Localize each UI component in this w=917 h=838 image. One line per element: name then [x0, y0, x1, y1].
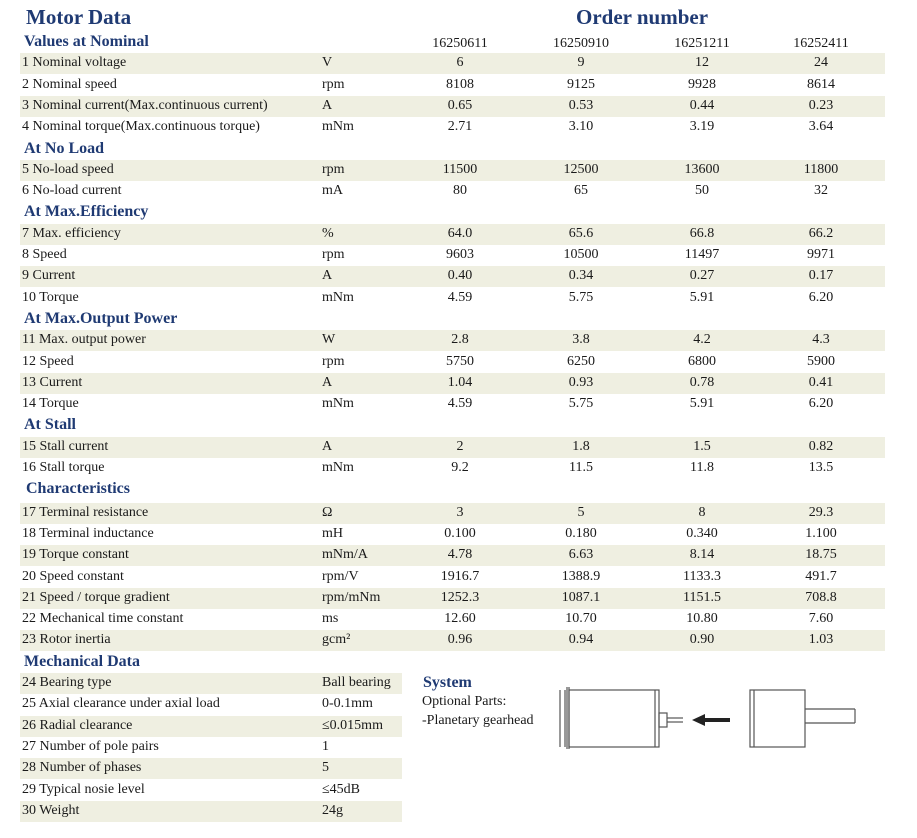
row-value-1: 1916.7: [440, 568, 480, 584]
row-value-3: 5.91: [689, 289, 715, 305]
row-value-2: 1087.1: [561, 589, 601, 605]
row-unit: mNm: [322, 396, 354, 412]
row-value-3: 1.5: [693, 438, 711, 454]
row-value-3: 0.90: [689, 632, 715, 648]
row-value-2: 1.8: [572, 438, 590, 454]
row-value-1: 0.96: [447, 632, 473, 648]
row-value-4: 11800: [803, 161, 839, 177]
mechanical-label: 27 Number of pole pairs: [22, 738, 159, 754]
row-label: 6 No-load current: [22, 183, 122, 199]
row-label: 17 Terminal resistance: [22, 504, 149, 520]
row-value-4: 3.64: [808, 119, 834, 135]
row-value-3: 3.19: [689, 119, 715, 135]
row-label: 19 Torque constant: [22, 547, 129, 563]
row-value-3: 0.44: [689, 97, 715, 113]
row-value-3: 0.78: [689, 374, 715, 390]
row-value-4: 708.8: [805, 589, 837, 605]
row-value-4: 1.100: [805, 525, 837, 541]
row-unit: rpm/V: [322, 568, 359, 584]
row-label: 15 Stall current: [22, 438, 109, 454]
row-value-2: 0.94: [568, 632, 594, 648]
order-number-2: 16250910: [553, 36, 609, 51]
row-label: 12 Speed: [22, 353, 74, 369]
section-title-mechanical-data: Mechanical Data: [24, 652, 140, 670]
row-value-2: 10.70: [565, 611, 597, 627]
mechanical-label: 30 Weight: [22, 802, 80, 818]
row-value-3: 1151.5: [683, 589, 721, 605]
system-title: System: [423, 674, 472, 691]
row-value-4: 13.5: [808, 460, 834, 475]
row-label: 9 Current: [22, 268, 76, 284]
table-row: [20, 437, 885, 458]
order-number-1: 16250611: [432, 36, 488, 51]
section-title-characteristics: Characteristics: [26, 480, 130, 498]
row-label: 4 Nominal torque(Max.continuous torque): [22, 119, 260, 135]
row-value-4: 0.82: [808, 438, 834, 454]
order-number-title: Order number: [576, 5, 709, 29]
row-value-1: 1252.3: [440, 589, 480, 605]
mechanical-value: 5: [322, 760, 329, 776]
row-unit: rpm: [322, 353, 345, 369]
row-label: 3 Nominal current(Max.continuous current): [22, 97, 268, 113]
mechanical-value: Ball bearing: [322, 675, 391, 690]
row-value-4: 32: [814, 183, 828, 199]
row-label: 13 Current: [22, 374, 83, 390]
row-value-2: 0.34: [568, 268, 594, 284]
motor-drawing-icon: [560, 687, 683, 749]
section-title-values-at-nominal: Values at Nominal: [24, 33, 149, 50]
section-title-at-max-output-power: At Max.Output Power: [24, 309, 178, 327]
row-value-1: 2: [456, 438, 464, 454]
row-value-1: 0.65: [447, 97, 473, 113]
row-value-1: 11500: [442, 161, 478, 177]
section-title-at-no-load: At No Load: [24, 139, 105, 157]
row-value-2: 12500: [563, 161, 599, 177]
row-value-4: 0.41: [808, 374, 834, 390]
row-value-2: 3.10: [568, 119, 594, 135]
row-label: 11 Max. output power: [22, 332, 146, 348]
row-label: 1 Nominal voltage: [22, 55, 127, 71]
row-label: 22 Mechanical time constant: [22, 611, 184, 627]
row-label: 16 Stall torque: [22, 460, 105, 475]
system-planetary-gearhead: -Planetary gearhead: [422, 713, 534, 728]
row-value-2: 1388.9: [561, 568, 601, 584]
table-row: [20, 245, 885, 266]
mechanical-row: [20, 694, 402, 715]
row-value-3: 4.2: [693, 332, 711, 348]
row-value-3: 8: [698, 504, 706, 520]
row-unit: mNm: [322, 460, 354, 475]
mechanical-value: 24g: [322, 802, 343, 818]
row-value-2: 9125: [567, 76, 595, 92]
row-value-3: 9928: [688, 76, 716, 92]
table-row: [20, 53, 885, 74]
table-row: [20, 545, 885, 566]
row-value-4: 9971: [807, 247, 835, 262]
row-value-3: 0.27: [689, 268, 715, 284]
row-label: 14 Torque: [22, 396, 79, 412]
row-value-1: 6: [456, 55, 464, 71]
row-value-1: 9603: [446, 247, 474, 262]
row-unit: V: [322, 55, 333, 71]
table-row: [20, 394, 885, 415]
table-row: [20, 96, 885, 117]
row-value-4: 4.3: [812, 332, 830, 348]
row-unit: mNm/A: [322, 547, 368, 563]
row-value-3: 13600: [684, 161, 720, 177]
mechanical-label: 28 Number of phases: [22, 760, 142, 776]
row-unit: rpm: [322, 161, 345, 177]
row-label: 8 Speed: [22, 247, 67, 262]
mechanical-value: ≤0.015mm: [322, 717, 383, 733]
mechanical-value: ≤45dB: [322, 781, 361, 797]
mechanical-row: [20, 758, 402, 779]
table-row: [20, 458, 885, 479]
order-number-3: 16251211: [674, 36, 730, 51]
table-row: [20, 524, 885, 545]
row-value-3: 10.80: [686, 611, 718, 627]
row-value-3: 8.14: [689, 547, 715, 563]
table-row: [20, 373, 885, 394]
row-label: 7 Max. efficiency: [22, 225, 121, 241]
row-unit: ms: [322, 611, 339, 627]
mechanical-label: 29 Typical nosie level: [22, 781, 145, 797]
table-row: [20, 630, 885, 651]
row-unit: A: [322, 97, 333, 113]
mechanical-value: 0-0.1mm: [322, 696, 373, 712]
row-label: 21 Speed / torque gradient: [22, 589, 170, 605]
row-value-4: 66.2: [808, 225, 834, 241]
row-value-2: 0.93: [568, 374, 594, 390]
row-value-2: 3.8: [572, 332, 590, 348]
row-value-2: 65: [574, 183, 588, 199]
table-row: [20, 330, 885, 351]
row-value-4: 1.03: [808, 632, 834, 648]
row-value-3: 11497: [684, 247, 720, 262]
row-value-3: 1133.3: [683, 568, 721, 584]
row-value-4: 491.7: [805, 568, 837, 584]
row-value-2: 6.63: [568, 547, 594, 563]
row-value-2: 10500: [563, 247, 599, 262]
row-label: 23 Rotor inertia: [22, 632, 111, 648]
table-row: [20, 352, 885, 373]
table-row: [20, 181, 885, 202]
row-unit: mH: [322, 525, 343, 541]
row-value-2: 65.6: [568, 225, 594, 241]
row-value-3: 0.340: [686, 525, 718, 541]
row-value-1: 0.100: [444, 525, 476, 541]
row-value-2: 5: [577, 504, 585, 520]
row-value-4: 0.17: [808, 268, 834, 284]
table-row: [20, 160, 885, 181]
row-value-3: 6800: [688, 353, 716, 369]
row-unit: rpm: [322, 247, 345, 262]
table-row: [20, 117, 885, 138]
row-label: 18 Terminal inductance: [22, 525, 154, 541]
mechanical-row: [20, 737, 402, 758]
row-value-1: 3: [456, 504, 464, 520]
row-value-3: 66.8: [689, 225, 715, 241]
row-value-3: 11.8: [690, 460, 714, 475]
row-unit: mNm: [322, 119, 354, 135]
row-value-3: 12: [695, 55, 709, 71]
row-value-1: 9.2: [451, 460, 469, 475]
row-unit: Ω: [322, 504, 333, 520]
row-unit: gcm²: [322, 632, 351, 648]
mechanical-row: [20, 780, 402, 801]
row-value-2: 9: [577, 55, 585, 71]
row-label: 5 No-load speed: [22, 161, 114, 177]
row-label: 2 Nominal speed: [22, 76, 117, 92]
row-unit: rpm: [322, 76, 345, 92]
row-value-3: 50: [695, 183, 709, 199]
row-value-2: 6250: [567, 353, 595, 369]
row-value-1: 4.78: [447, 547, 473, 563]
system-optional-parts: Optional Parts:: [422, 694, 507, 709]
row-unit: W: [322, 332, 336, 348]
page-title: Motor Data: [26, 5, 132, 29]
row-value-1: 4.59: [447, 289, 473, 305]
row-value-1: 64.0: [447, 225, 473, 241]
row-value-2: 0.53: [568, 97, 594, 113]
section-title-at-stall: At Stall: [24, 416, 76, 434]
mechanical-label: 26 Radial clearance: [22, 717, 133, 733]
gearhead-drawing-icon: [750, 690, 855, 747]
row-value-1: 4.59: [447, 396, 473, 412]
row-value-4: 29.3: [808, 504, 834, 520]
row-value-2: 11.5: [569, 460, 593, 475]
row-value-1: 12.60: [444, 611, 476, 627]
table-row: [20, 609, 885, 630]
row-value-1: 2.71: [447, 119, 473, 135]
row-unit: A: [322, 268, 333, 284]
row-value-1: 5750: [446, 353, 474, 369]
row-value-4: 18.75: [805, 547, 837, 563]
row-value-1: 1.04: [447, 374, 473, 390]
row-unit: A: [322, 374, 333, 390]
mechanical-row: [20, 716, 402, 737]
mechanical-label: 25 Axial clearance under axial load: [22, 696, 220, 712]
row-unit: mA: [322, 183, 343, 199]
row-value-1: 8108: [446, 76, 474, 92]
row-value-2: 5.75: [568, 289, 594, 305]
row-unit: %: [322, 225, 334, 241]
row-value-4: 6.20: [808, 396, 834, 412]
arrow-left-icon: [692, 714, 730, 726]
row-value-1: 0.40: [447, 268, 473, 284]
table-row: [20, 567, 885, 588]
mechanical-value: 1: [322, 738, 329, 754]
section-title-at-max-efficiency: At Max.Efficiency: [24, 203, 149, 221]
mechanical-row: [20, 673, 402, 694]
mechanical-label: 24 Bearing type: [22, 675, 112, 690]
row-unit: rpm/mNm: [322, 589, 381, 605]
mechanical-row: [20, 801, 402, 822]
row-value-4: 24: [814, 55, 828, 71]
row-value-4: 8614: [807, 76, 835, 92]
row-unit: mNm: [322, 289, 354, 305]
table-row: [20, 288, 885, 309]
row-value-4: 5900: [807, 353, 835, 369]
table-row: [20, 224, 885, 245]
order-number-4: 16252411: [793, 36, 849, 51]
table-row: [20, 75, 885, 96]
row-value-2: 0.180: [565, 525, 597, 541]
row-value-4: 7.60: [808, 611, 834, 627]
row-label: 20 Speed constant: [22, 568, 124, 584]
row-value-1: 80: [453, 183, 467, 199]
row-unit: A: [322, 438, 333, 454]
table-row: [20, 588, 885, 609]
table-row: [20, 503, 885, 524]
row-value-1: 2.8: [451, 332, 469, 348]
row-value-4: 0.23: [808, 97, 834, 113]
row-label: 10 Torque: [22, 289, 79, 305]
row-value-2: 5.75: [568, 396, 594, 412]
motor-gearhead-diagram: [555, 685, 865, 755]
row-value-4: 6.20: [808, 289, 834, 305]
table-row: [20, 266, 885, 287]
row-value-3: 5.91: [689, 396, 715, 412]
